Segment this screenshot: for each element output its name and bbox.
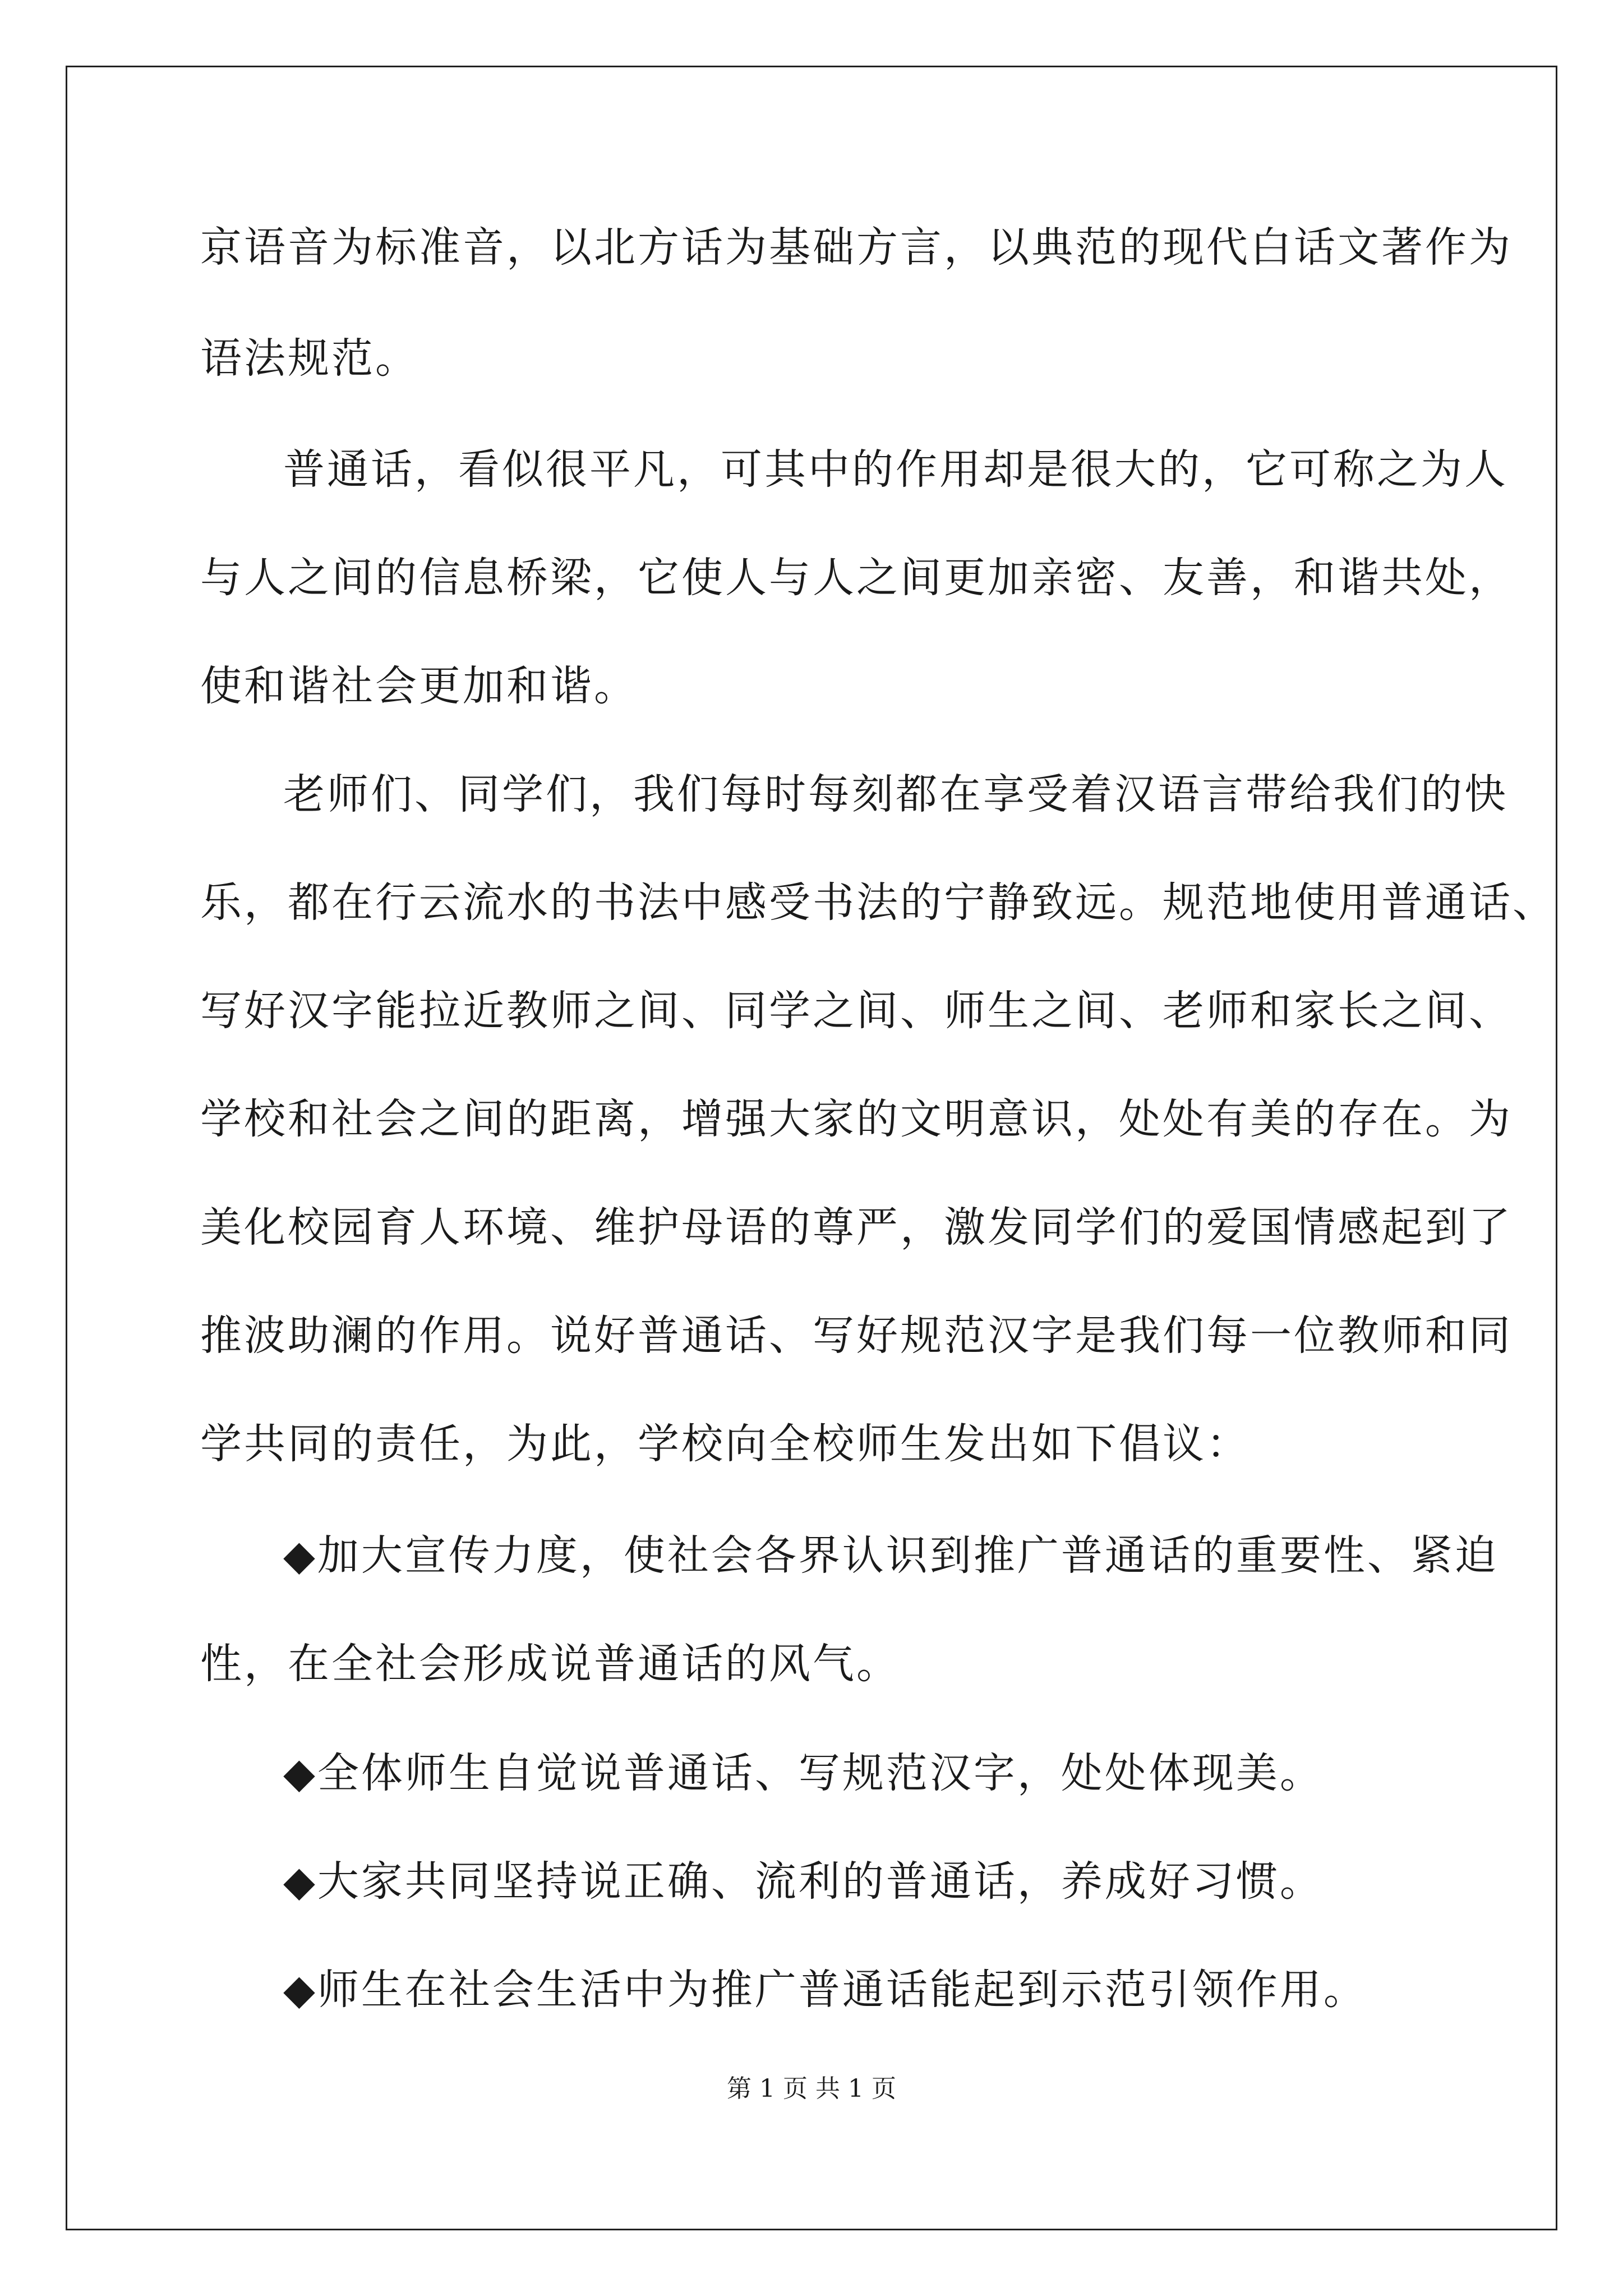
page-frame: [66, 66, 1557, 2230]
paragraph-line: 乐，都在行云流水的书法中感受书法的宁静致远。规范地使用普通话、: [200, 878, 1556, 927]
paragraph-line: 写好汉字能拉近教师之间、同学之间、师生之间、老师和家长之间、: [200, 987, 1513, 1035]
bullet-line: ◆大家共同坚持说正确、流利的普通话，养成好习惯。: [283, 1857, 1324, 1906]
bullet-line: ◆全体师生自觉说普通话、写规范汉字，处处体现美。: [283, 1749, 1324, 1797]
paragraph-line: 学共同的责任，为此，学校向全校师生发出如下倡议：: [200, 1420, 1250, 1468]
paragraph-line: 推波助澜的作用。说好普通话、写好规范汉字是我们每一位教师和同: [200, 1312, 1513, 1360]
bullet-line: ◆师生在社会生活中为推广普通话能起到示范引领作用。: [283, 1966, 1367, 2014]
paragraph-line: 美化校园育人环境、维护母语的尊严，激发同学们的爱国情感起到了: [200, 1203, 1513, 1251]
paragraph-line: 京语音为标准音，以北方话为基础方言，以典范的现代白话文著作为: [200, 223, 1513, 272]
bullet-line: ◆加大宣传力度，使社会各界认识到推广普通话的重要性、紧迫: [283, 1531, 1498, 1580]
paragraph-line: 与人之间的信息桥梁，它使人与人之间更加亲密、友善，和谐共处，: [200, 554, 1513, 602]
paragraph-line: 老师们、同学们，我们每时每刻都在享受着汉语言带给我们的快: [283, 770, 1508, 818]
paragraph-line: 学校和社会之间的距离，增强大家的文明意识，处处有美的存在。为: [200, 1095, 1513, 1143]
paragraph-line: 语法规范。: [200, 334, 419, 383]
paragraph-line: 使和谐社会更加和谐。: [200, 662, 638, 710]
paragraph-line: 性，在全社会形成说普通话的风气。: [200, 1640, 900, 1688]
paragraph-line: 普通话，看似很平凡，可其中的作用却是很大的，它可称之为人: [283, 445, 1508, 494]
page-number-footer: 第 1 页 共 1 页: [727, 2074, 896, 2103]
